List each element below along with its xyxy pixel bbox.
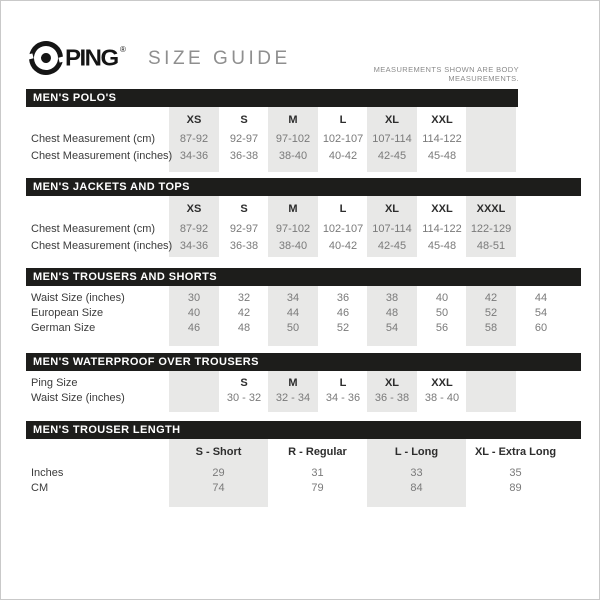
section-header-polos: MEN'S POLO'S (26, 89, 518, 107)
section-header-waterproof: MEN'S WATERPROOF OVER TROUSERS (26, 353, 581, 371)
column-header: XL (384, 203, 400, 215)
column-header: XXL (431, 203, 453, 215)
table-cell: 84 (410, 482, 423, 494)
table-cell: 30 - 32 (226, 392, 262, 404)
table-cell: 48 (385, 307, 399, 319)
table-cell: XXL (431, 377, 453, 389)
column-header: M (288, 114, 298, 126)
column-header: XS (186, 114, 202, 126)
table-cell: L (339, 377, 347, 389)
row-label: Waist Size (inches) (31, 392, 125, 404)
table-cell: 42 (237, 307, 251, 319)
table-cell: 92-97 (229, 223, 259, 235)
column-header: L (339, 114, 347, 126)
table-cell: 34 - 36 (325, 392, 361, 404)
table-cell: 48 (237, 322, 251, 334)
table-cell: 34-36 (179, 150, 209, 162)
table-cell: 56 (435, 322, 449, 334)
table-cell: 114-122 (422, 133, 462, 145)
column-header: S (240, 203, 248, 215)
section-header-trousers: MEN'S TROUSERS AND SHORTS (26, 268, 581, 286)
table-cell: 74 (212, 482, 225, 494)
table-cell: 29 (212, 467, 225, 479)
column-header: L (339, 203, 347, 215)
ping-logo-icon (25, 37, 67, 79)
table-cell: 92-97 (229, 133, 259, 145)
table-cell: 34-36 (179, 240, 209, 252)
column-header: XXL (431, 114, 453, 126)
table-cell: 31 (311, 467, 324, 479)
table-cell: M (288, 377, 298, 389)
table-cell: 60 (534, 322, 548, 334)
row-label: Inches (31, 467, 64, 479)
table-cell: 102-107 (322, 223, 364, 235)
table-cell: 38 - 40 (424, 392, 460, 404)
table-cell: 50 (435, 307, 449, 319)
table-cell: 42-45 (377, 150, 407, 162)
table-cell: 35 (509, 467, 522, 479)
table-cell: 52 (336, 322, 350, 334)
table-cell: 46 (187, 322, 201, 334)
row-label: Chest Measurement (inches) (31, 150, 173, 162)
table-cell: 42-45 (377, 240, 407, 252)
column-header: XXXL (476, 203, 506, 215)
table-cell: 34 (286, 292, 300, 304)
table-cell: 97-102 (275, 133, 311, 145)
page-title: SIZE GUIDE (148, 48, 291, 69)
row-label: Ping Size (31, 377, 78, 389)
section-header-jackets: MEN'S JACKETS AND TOPS (26, 178, 581, 196)
table-cell: 58 (484, 322, 498, 334)
column-header: R - Regular (288, 446, 347, 458)
table-cell: 36-38 (229, 240, 259, 252)
table-cell: XL (384, 377, 400, 389)
row-label: Chest Measurement (cm) (31, 133, 156, 145)
table-cell: S (240, 377, 248, 389)
table-cell: 54 (534, 307, 548, 319)
row-label: Waist Size (inches) (31, 292, 125, 304)
table-cell: 44 (286, 307, 300, 319)
table-cell: 97-102 (275, 223, 311, 235)
table-cell: 52 (484, 307, 498, 319)
table-cell: 87-92 (179, 133, 209, 145)
table-cell: 38-40 (278, 150, 308, 162)
column-header: XL - Extra Long (474, 446, 557, 458)
table-cell: 87-92 (179, 223, 209, 235)
row-label: German Size (31, 322, 96, 334)
column-header: S - Short (195, 446, 242, 458)
table-cell: 38 (385, 292, 399, 304)
column-stripe (466, 107, 516, 172)
column-stripe (169, 371, 219, 412)
column-header: XS (186, 203, 202, 215)
table-cell: 107-114 (372, 133, 412, 145)
table-cell: 38-40 (278, 240, 308, 252)
table-cell: 40 (435, 292, 449, 304)
row-label: Chest Measurement (inches) (31, 240, 173, 252)
table-cell: 36-38 (229, 150, 259, 162)
table-cell: 48-51 (476, 240, 506, 252)
table-cell: 44 (534, 292, 548, 304)
table-cell: 30 (187, 292, 201, 304)
table-cell: 79 (311, 482, 324, 494)
column-header: L - Long (394, 446, 439, 458)
row-label: CM (31, 482, 49, 494)
table-cell: 122-129 (470, 223, 512, 235)
table-cell: 45-48 (427, 150, 457, 162)
column-header: S (240, 114, 248, 126)
table-cell: 50 (286, 322, 300, 334)
table-cell: 40-42 (328, 150, 358, 162)
table-cell: 54 (385, 322, 399, 334)
column-header: M (288, 203, 298, 215)
table-cell: 40 (187, 307, 201, 319)
table-cell: 107-114 (372, 223, 412, 235)
table-cell: 32 - 34 (275, 392, 311, 404)
table-cell: 45-48 (427, 240, 457, 252)
brand-name: PING (65, 45, 118, 72)
table-cell: 32 (237, 292, 251, 304)
table-cell: 36 - 38 (374, 392, 410, 404)
table-cell: 89 (509, 482, 522, 494)
registered-mark: ® (120, 45, 126, 54)
column-header: XL (384, 114, 400, 126)
table-cell: 42 (484, 292, 498, 304)
column-stripe (466, 371, 516, 412)
measurements-note: MEASUREMENTS SHOWN ARE BODY MEASUREMENTS. (373, 65, 519, 83)
table-cell: 46 (336, 307, 350, 319)
row-label: European Size (31, 307, 104, 319)
table-cell: 36 (336, 292, 350, 304)
table-cell: 102-107 (322, 133, 364, 145)
section-header-trouser-length: MEN'S TROUSER LENGTH (26, 421, 581, 439)
table-cell: 33 (410, 467, 423, 479)
row-label: Chest Measurement (cm) (31, 223, 156, 235)
table-cell: 114-122 (422, 223, 462, 235)
table-cell: 40-42 (328, 240, 358, 252)
